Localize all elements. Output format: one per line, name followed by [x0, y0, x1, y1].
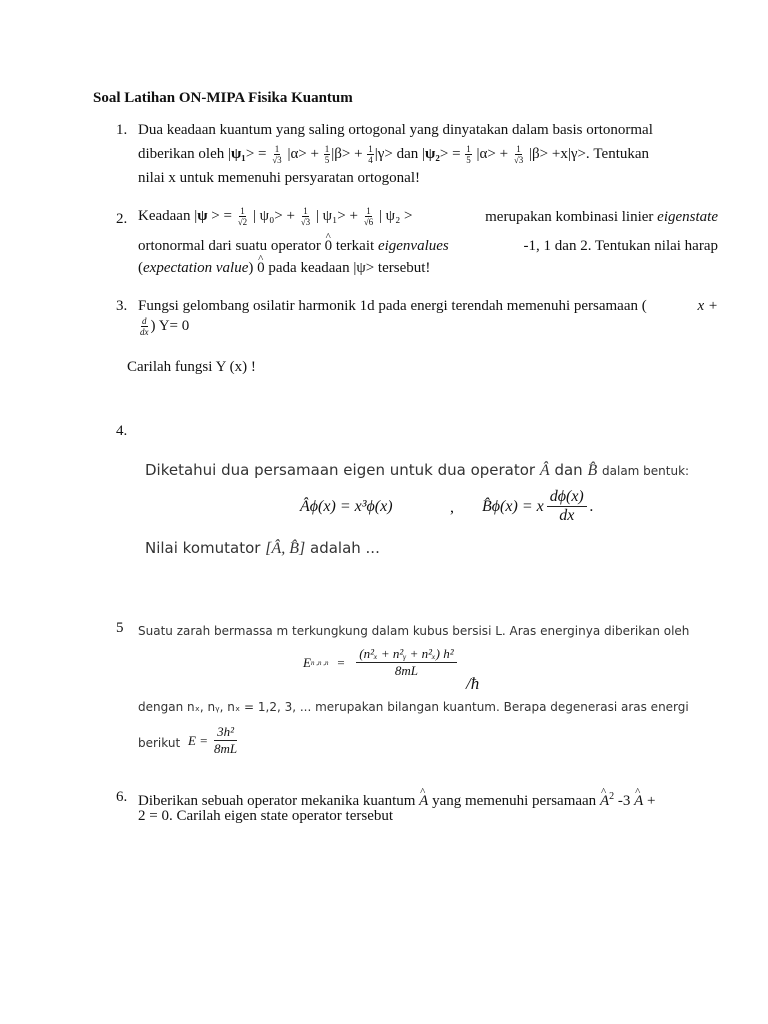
question-text: 2 = 0. Carilah eigen state operator tersebut — [138, 808, 394, 824]
question-text: Diketahui dua persamaan eigen untuk dua operator Â dan B̂ dalam bentuk: — [145, 461, 690, 479]
question-text: berikut — [138, 736, 181, 750]
question-text: Fungsi gelombang osilatir harmonik 1d pada energi terendah memenuhi persamaan ( x + — [138, 298, 718, 314]
question-text: ortonormal dari suatu operator ^ 0 terkait eigenvalues -1, 1 dan 2. Tentukan nilai harap — [138, 236, 718, 256]
energy-equation: E n ,n ,n = $\frac{\text{(n²ₓ + n²ᵧ + n²ₓ) h²}}{8mL}$ — [303, 646, 460, 679]
question-text: Nilai komutator [Â, B̂] adalah ... — [145, 539, 380, 557]
equation-separator: , — [450, 499, 454, 516]
fraction: $\frac{1}{4}$ — [368, 144, 373, 166]
question-text: Keadaan |ψ > = $\frac{1}{√2}$ | ψ₀> + $\frac{1}{√3}$ | ψ₁> + $\frac{1}{√6}$ | ψ₂ > merupakan kombinasi linier eigenstate — [138, 206, 718, 228]
question-number: 1. — [116, 122, 128, 138]
hbar-annotation: /ħ — [466, 674, 480, 693]
question-text: diberikan oleh |ψ₁> = $\frac{1}{√3}$ |α> + $\frac{1}{5}$ |β> + $\frac{1}{4}$ |γ> dan |ψ₂> = $\frac{1}{5}$ |α> + $\frac{1}{√3}$ |β> +x|γ>. Tentukan — [138, 144, 650, 166]
fraction: $\frac{1}{√6}$ — [363, 206, 374, 228]
fraction: $\frac{1}{√3}$ — [272, 144, 282, 166]
question-number: 4. — [116, 423, 128, 439]
question-number: 5 — [116, 620, 124, 636]
question-text: $\frac{d}{dx}$ ) Y= 0 — [140, 316, 190, 338]
question-text: nilai x untuk memenuhi persyaratan ortogonal! — [138, 170, 421, 186]
equation-b: B̂ϕ(x) = x $\frac{d\phi(x)}{dx}$ . — [482, 488, 594, 524]
fraction: $\frac{d}{dx}$ — [140, 316, 149, 338]
question-text: Suatu zarah bermassa m terkungkung dalam kubus bersisi L. Aras energinya diberikan oleh — [138, 624, 690, 638]
energy-value: E = $\frac{\text{3h²}}{8mL}$ — [188, 724, 238, 756]
question-text: dengan nₓ, nᵧ, nₓ = 1,2, 3, ... merupakan bilangan kuantum. Berapa degenerasi aras energi — [138, 700, 689, 714]
question-text: Dua keadaan kuantum yang saling ortogonal yang dinyatakan dalam basis ortonormal — [138, 122, 653, 138]
document-title: Soal Latihan ON-MIPA Fisika Kuantum — [93, 90, 353, 106]
fraction: $\frac{1}{√2}$ — [237, 206, 248, 228]
question-number: 2. — [116, 211, 128, 227]
fraction: $\frac{1}{5}$ — [466, 144, 471, 166]
question-text: Carilah fungsi Y (x) ! — [127, 359, 256, 375]
fraction: $\frac{1}{√3}$ — [300, 206, 311, 228]
question-text: (expectation value) ^ 0 pada keadaan |ψ> tersebut! — [138, 258, 430, 278]
question-number: 3. — [116, 298, 128, 314]
equation-a: Âϕ(x) = x³ϕ(x) — [300, 498, 393, 515]
fraction: $\frac{1}{5}$ — [324, 144, 330, 166]
question-text: Diberikan sebuah operator mekanika kuantum ^ A yang memenuhi persamaan ^ $A^2$ -3 ^ A + — [138, 787, 656, 811]
question-number: 6. — [116, 789, 128, 805]
fraction: $\frac{1}{√3}$ — [513, 144, 524, 166]
